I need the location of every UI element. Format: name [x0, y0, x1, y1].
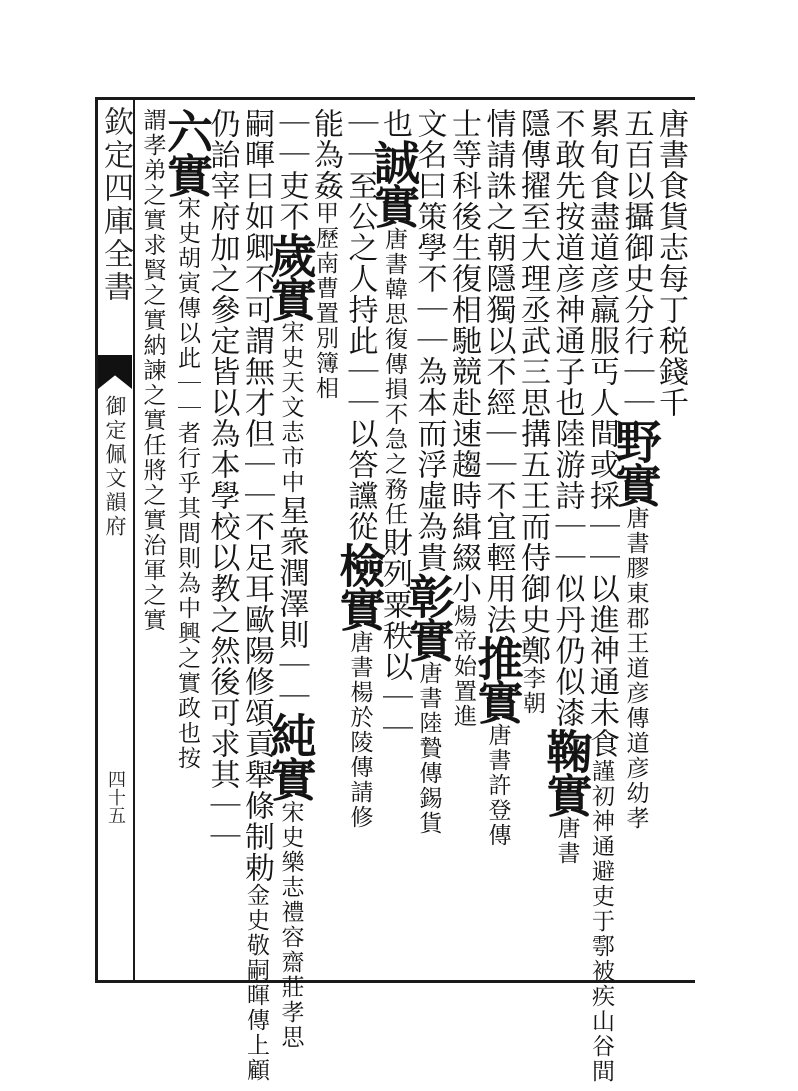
text-column [539, 108, 594, 970]
text-segment: 至公之人持此｜｜以答讜從 [342, 170, 378, 542]
text-segment: 星衆潤澤則｜｜ [273, 495, 309, 712]
text-segment: 仍詒宰府加之參定皆以為本學校以教之然後可求其｜｜ [204, 108, 240, 852]
annotation-text: 唐書陸贄傳錫貨 [415, 661, 442, 836]
annotation-text: 李朝 [519, 666, 545, 716]
headword: 彰實 [401, 573, 456, 661]
text-segment: 隱傳擢至大理丞武三思搆五王而侍御史鄭 [515, 108, 550, 666]
text-segment: ｜｜ [342, 108, 378, 170]
text-column [138, 108, 173, 970]
text-column [401, 108, 456, 970]
annotation-text: 宋史樂志禮容齋莊孝思 [277, 800, 304, 1050]
headword: 純實 [263, 712, 318, 800]
text-segment: ｜｜吏不 [273, 108, 309, 232]
annotation-text: 唐書許登傳 [484, 723, 511, 848]
text-column [608, 108, 663, 970]
text-column [584, 108, 622, 1084]
annotation-text: 唐書楊於陵傳請修 [346, 630, 373, 830]
text-column [263, 108, 318, 1050]
headword: 推實 [470, 635, 525, 723]
headword: 歲實 [263, 232, 318, 320]
text-segment: 財列粟秩以｜｜ [377, 527, 412, 744]
margin-collection-title: 欽定四庫全書 [98, 106, 133, 304]
text-segment: 文名曰策學不｜｜為本而浮虛為貴 [411, 108, 447, 573]
annotation-text: 謹初神通避吏于鄠被疾山谷間 [588, 759, 614, 1084]
annotation-text: 唐書韓思復傳損不急之務任 [381, 227, 407, 527]
text-column [367, 108, 421, 970]
text-column [653, 108, 691, 970]
margin-page-number: 四十五 [105, 770, 126, 824]
annotation-text: 煬帝始置進 [450, 604, 476, 729]
text-segment: 士等科後生復相馳競赴速趨時緝綴小 [446, 108, 481, 604]
annotation-text: 甲歷南曹置別簿相 [312, 201, 338, 401]
annotation-text: 唐書膠東郡王道彦傳道彦幼孝 [622, 506, 649, 831]
headword: 野實 [608, 418, 663, 506]
top-border-line [95, 97, 695, 100]
text-column [160, 108, 214, 970]
annotation-text: 宋史胡寅傳以此｜｜者行乎其間則為中興之實政也按 [174, 196, 200, 771]
annotation-text: 謂孝弟之實求賢之實納諫之實任將之實治軍之實 [139, 108, 166, 633]
text-column [332, 108, 387, 970]
headword: 檢實 [332, 542, 387, 630]
text-column [470, 108, 525, 970]
margin-book-title: 御定佩文韻府 [103, 395, 127, 539]
text-column [515, 108, 553, 970]
headword: 鞠實 [539, 728, 594, 816]
text-segment: 累旬食盡道彦羸服丐人間或採｜｜以進神通未食 [584, 108, 619, 759]
headword: 誠實 [367, 139, 421, 227]
text-column [446, 108, 484, 970]
text-segment: 不敢先按道彦神通子也陸游詩｜｜似丹仍似漆 [549, 108, 585, 728]
text-segment: 嗣暉曰如卿不可謂無才但｜｜不足耳歐陽修頌貢舉條制勅 [239, 108, 274, 883]
text-column [239, 108, 277, 1083]
fishtail-mark-icon [98, 355, 132, 389]
annotation-text: 唐書 [553, 816, 580, 866]
text-segment: 能為姦 [308, 108, 343, 201]
text-column [204, 108, 242, 970]
text-segment: 唐書食貨志每丁税錢千 [653, 108, 688, 418]
text-segment: 情請誅之朝隱獨以不經｜｜不宜輕用法 [480, 108, 516, 635]
text-segment: 五百以攝御史分行｜｜ [618, 108, 654, 418]
annotation-text: 宋史天文志市中 [277, 320, 304, 495]
text-segment: 也 [377, 108, 412, 139]
headword: 六實 [160, 108, 214, 196]
annotation-text: 金史敬嗣暉傳上顧 [243, 883, 269, 1083]
